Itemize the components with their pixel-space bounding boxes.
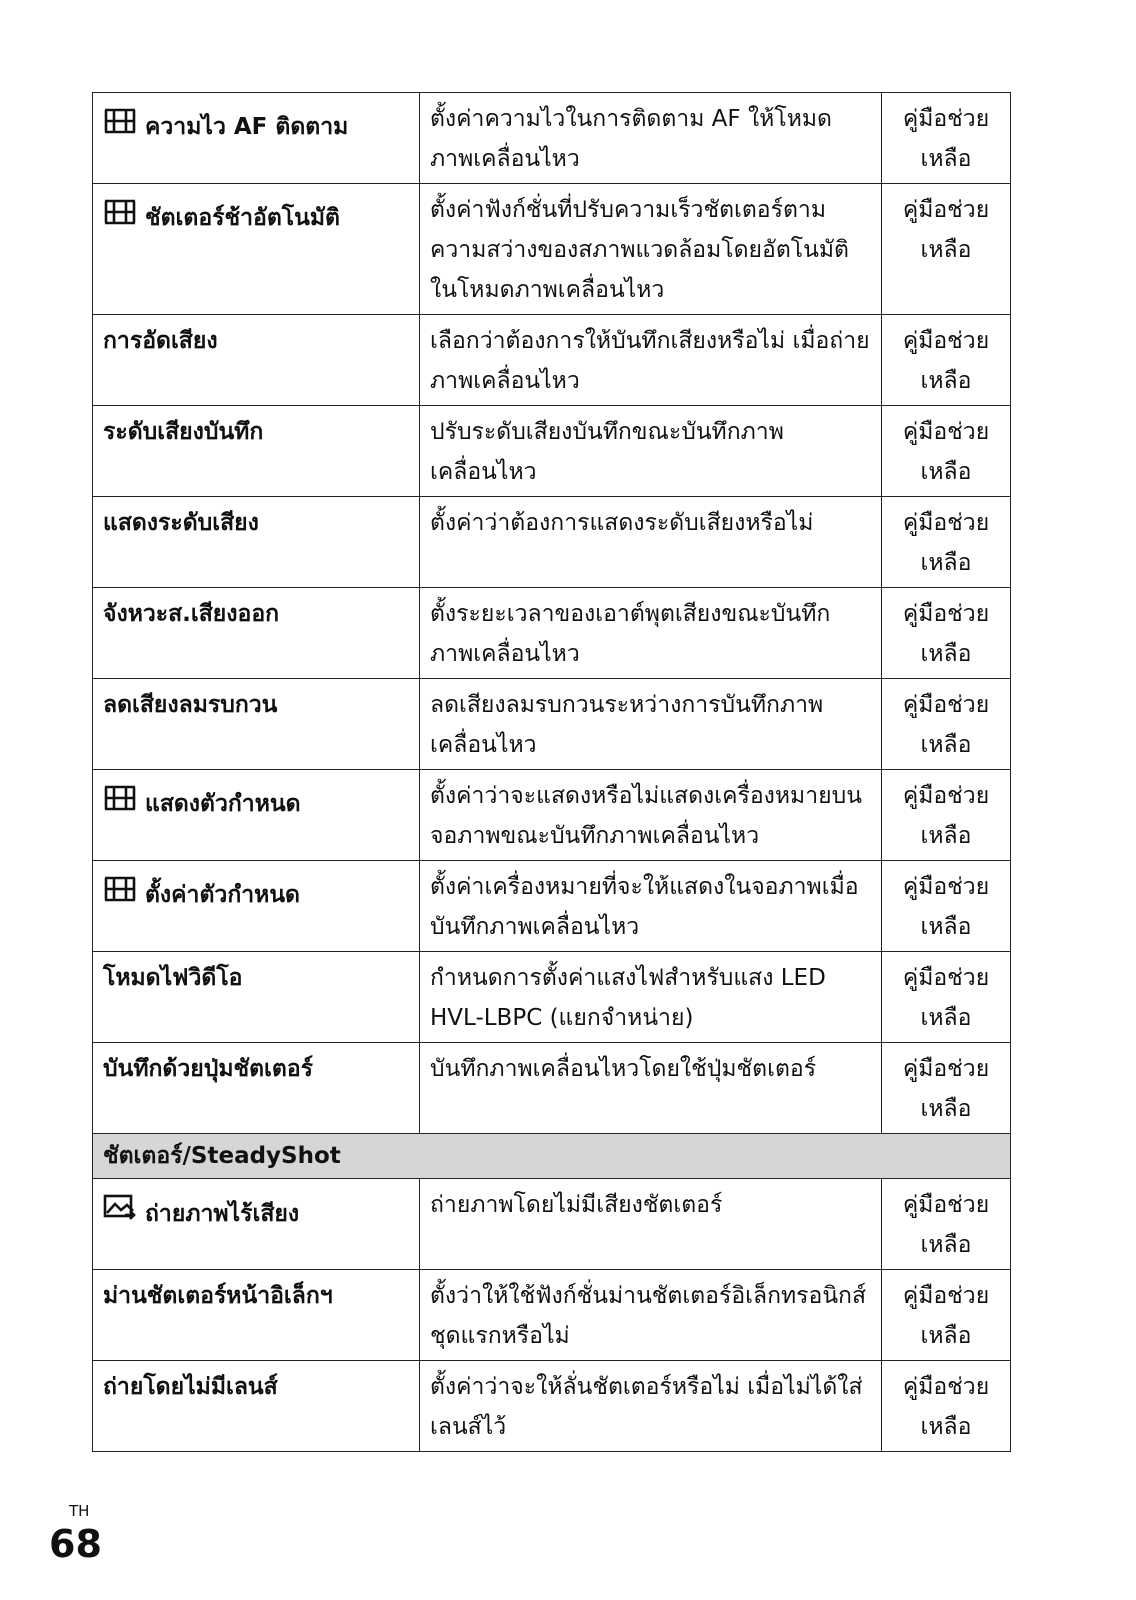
setting-description: เลือกว่าต้องการให้บันทึกเสียงหรือไม่ เมื่อถ่ายภาพเคลื่อนไหว	[420, 315, 882, 406]
help-guide-reference: คู่มือช่วยเหลือ	[882, 952, 1011, 1043]
setting-name-cell	[93, 588, 420, 679]
help-guide-reference: คู่มือช่วยเหลือ	[882, 1043, 1011, 1134]
setting-name: ตั้งค่าตัวกำหนด	[145, 882, 300, 908]
movie-icon	[103, 198, 137, 238]
movie-icon	[103, 784, 137, 824]
table-row	[93, 1179, 1011, 1270]
setting-name: โหมดไฟวิดีโอ	[103, 965, 243, 991]
table-row	[93, 770, 1011, 861]
setting-name-cell	[93, 679, 420, 770]
setting-name: จังหวะส.เสียงออก	[103, 601, 280, 627]
table-row	[93, 1043, 1011, 1134]
setting-description: บันทึกภาพเคลื่อนไหวโดยใช้ปุ่มชัตเตอร์	[420, 1043, 882, 1134]
help-guide-reference: คู่มือช่วยเหลือ	[882, 315, 1011, 406]
table-row	[93, 679, 1011, 770]
help-guide-reference: คู่มือช่วยเหลือ	[882, 1179, 1011, 1270]
setting-name: ถ่ายภาพไร้เสียง	[145, 1200, 300, 1227]
setting-name-cell	[93, 497, 420, 588]
table-row	[93, 588, 1011, 679]
setting-name-cell	[93, 861, 420, 952]
setting-name-cell	[93, 93, 420, 184]
setting-name-cell	[93, 952, 420, 1043]
setting-description: ตั้งค่าว่าต้องการแสดงระดับเสียงหรือไม่	[420, 497, 882, 588]
setting-name-cell	[93, 1361, 420, 1452]
setting-name: ม่านชัตเตอร์หน้าอิเล็กฯ	[103, 1283, 333, 1309]
setting-name-cell	[93, 406, 420, 497]
section-title: ชัตเตอร์/SteadyShot	[93, 1134, 1011, 1179]
setting-name-cell	[93, 1179, 420, 1270]
setting-name-cell	[93, 770, 420, 861]
help-guide-reference: คู่มือช่วยเหลือ	[882, 1270, 1011, 1361]
help-guide-reference: คู่มือช่วยเหลือ	[882, 497, 1011, 588]
setting-name: การอัดเสียง	[103, 328, 218, 354]
help-guide-reference: คู่มือช่วยเหลือ	[882, 770, 1011, 861]
help-guide-reference: คู่มือช่วยเหลือ	[882, 184, 1011, 315]
movie-icon	[103, 107, 137, 147]
help-guide-reference: คู่มือช่วยเหลือ	[882, 861, 1011, 952]
setting-name: บันทึกด้วยปุ่มชัตเตอร์	[103, 1056, 314, 1082]
setting-description: ตั้งค่าฟังก์ชั่นที่ปรับความเร็วชัตเตอร์ตามความสว่างของสภาพแวดล้อมโดยอัตโนมัติในโหมดภาพเคลื่อนไหว	[420, 184, 882, 315]
table-row	[93, 952, 1011, 1043]
page-number: 68	[49, 1522, 102, 1566]
table-row	[93, 1270, 1011, 1361]
setting-description: ปรับระดับเสียงบันทึกขณะบันทึกภาพเคลื่อนไหว	[420, 406, 882, 497]
setting-name-cell	[93, 315, 420, 406]
setting-description: ตั้งระยะเวลาของเอาต์พุตเสียงขณะบันทึกภาพเคลื่อนไหว	[420, 588, 882, 679]
table-row	[93, 184, 1011, 315]
table-row	[93, 861, 1011, 952]
setting-description: ตั้งค่าความไวในการติดตาม AF ให้โหมดภาพเคลื่อนไหว	[420, 93, 882, 184]
help-guide-reference: คู่มือช่วยเหลือ	[882, 588, 1011, 679]
help-guide-reference: คู่มือช่วยเหลือ	[882, 93, 1011, 184]
setting-name: ลดเสียงลมรบกวน	[103, 692, 278, 718]
table-row	[93, 497, 1011, 588]
setting-name: แสดงระดับเสียง	[103, 510, 259, 536]
settings-table	[92, 92, 1011, 1452]
setting-description: ลดเสียงลมรบกวนระหว่างการบันทึกภาพเคลื่อนไหว	[420, 679, 882, 770]
setting-description: ตั้งค่าว่าจะให้ลั่นชัตเตอร์หรือไม่ เมื่อไม่ได้ใส่เลนส์ไว้	[420, 1361, 882, 1452]
language-code: TH	[69, 1502, 90, 1520]
help-guide-reference: คู่มือช่วยเหลือ	[882, 1361, 1011, 1452]
section-header-row	[93, 1134, 1011, 1179]
setting-name-cell	[93, 1270, 420, 1361]
table-row	[93, 93, 1011, 184]
setting-description: ตั้งค่าว่าจะแสดงหรือไม่แสดงเครื่องหมายบนจอภาพขณะบันทึกภาพเคลื่อนไหว	[420, 770, 882, 861]
table-row	[93, 1361, 1011, 1452]
setting-name: ความไว AF ติดตาม	[145, 114, 349, 140]
help-guide-reference: คู่มือช่วยเหลือ	[882, 406, 1011, 497]
movie-icon	[103, 875, 137, 915]
table-row	[93, 315, 1011, 406]
setting-description: กำหนดการตั้งค่าแสงไฟสำหรับแสง LED HVL-LBPC (แยกจำหน่าย)	[420, 952, 882, 1043]
table-row	[93, 406, 1011, 497]
help-guide-reference: คู่มือช่วยเหลือ	[882, 679, 1011, 770]
setting-name-cell	[93, 184, 420, 315]
setting-description: ถ่ายภาพโดยไม่มีเสียงชัตเตอร์	[420, 1179, 882, 1270]
setting-description: ตั้งค่าเครื่องหมายที่จะให้แสดงในจอภาพเมื่อบันทึกภาพเคลื่อนไหว	[420, 861, 882, 952]
setting-name-cell	[93, 1043, 420, 1134]
silent-shooting-icon	[103, 1193, 137, 1234]
setting-description: ตั้งว่าให้ใช้ฟังก์ชั่นม่านชัตเตอร์อิเล็กทรอนิกส์ชุดแรกหรือไม่	[420, 1270, 882, 1361]
setting-name: แสดงตัวกำหนด	[145, 791, 301, 817]
setting-name: ถ่ายโดยไม่มีเลนส์	[103, 1374, 278, 1400]
setting-name: ระดับเสียงบันทึก	[103, 419, 264, 445]
setting-name: ชัตเตอร์ช้าอัตโนมัติ	[145, 205, 340, 231]
